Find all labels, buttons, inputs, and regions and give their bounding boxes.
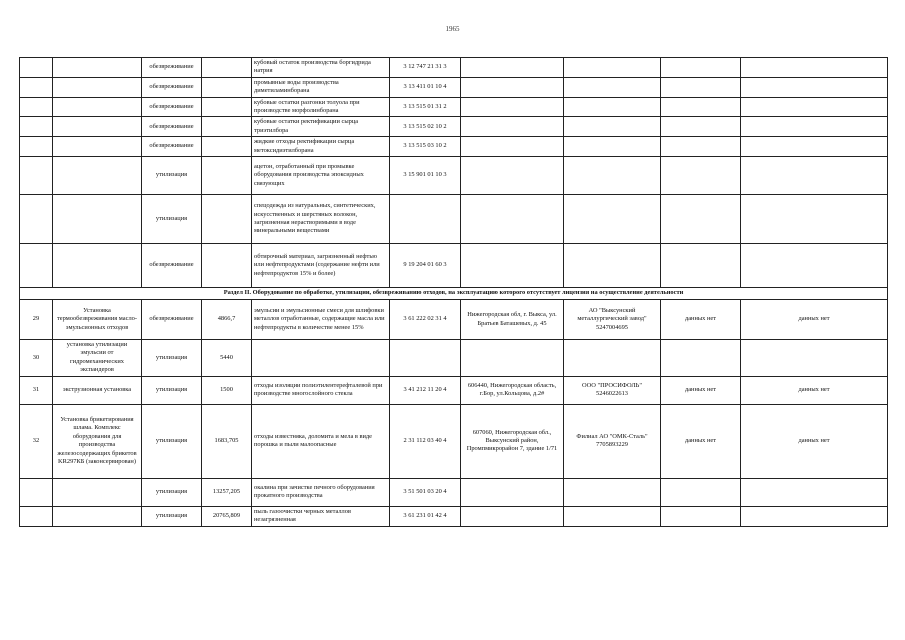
row-number-cell — [20, 244, 53, 288]
capacity-cell: 5440 — [202, 340, 252, 377]
equipment-name-cell — [53, 478, 142, 506]
fkko-code-cell — [390, 340, 461, 377]
address-cell: Нижегородская обл, г. Выкса, ул. Братьев Баташевых, д. 45 — [461, 300, 564, 340]
address-cell — [461, 137, 564, 157]
address-cell — [461, 58, 564, 78]
data-cell-10 — [741, 244, 888, 288]
waste-name-cell: отходы изоляции полиэтилентерефталевой при производстве многослойного стекла — [252, 376, 390, 404]
data-cell-9 — [661, 506, 741, 526]
data-cell-10 — [741, 97, 888, 117]
fkko-code-cell: 3 61 222 02 31 4 — [390, 300, 461, 340]
owner-cell — [564, 340, 661, 377]
equipment-name-cell — [53, 157, 142, 195]
activity-type-cell: обезвреживание — [142, 244, 202, 288]
equipment-name-cell — [53, 117, 142, 137]
page-number: 1965 — [445, 25, 460, 33]
row-number-cell: 32 — [20, 404, 53, 478]
fkko-code-cell: 3 13 515 02 10 2 — [390, 117, 461, 137]
fkko-code-cell: 3 51 501 03 20 4 — [390, 478, 461, 506]
fkko-code-cell: 3 13 515 01 31 2 — [390, 97, 461, 117]
table-row — [20, 157, 888, 195]
data-cell-10 — [741, 157, 888, 195]
activity-type-cell: утилизация — [142, 478, 202, 506]
data-cell-9 — [661, 195, 741, 244]
owner-cell: ООО "ПРОСИФОЛЬ" 5246022613 — [564, 376, 661, 404]
equipment-name-cell — [53, 58, 142, 78]
owner-cell — [564, 478, 661, 506]
activity-type-cell: утилизация — [142, 157, 202, 195]
data-cell-10 — [741, 340, 888, 377]
waste-name-cell: эмульсии и эмульсионные смеси для шлифовки металлов отработанные, содержащие масла или нефтепродукты в количестве менее 15% — [252, 300, 390, 340]
waste-name-cell: спецодежда из натуральных, синтетических, искусственных и шерстяных волокон, загрязненная нерастворимыми в воде минеральными веществами — [252, 195, 390, 244]
waste-name-cell: кубовый остаток производства боргидрида натрия — [252, 58, 390, 78]
fkko-code-cell: 3 41 212 11 20 4 — [390, 376, 461, 404]
capacity-cell — [202, 58, 252, 78]
owner-cell — [564, 117, 661, 137]
section-title: Раздел II. Оборудование по обработке, утилизации, обезвреживанию отходов, на эксплуатацию которого отсутствует лицензия на осуществление деятельности — [20, 288, 888, 300]
activity-type-cell: обезвреживание — [142, 117, 202, 137]
data-cell-10 — [741, 137, 888, 157]
table-row — [20, 478, 888, 506]
row-number-cell — [20, 97, 53, 117]
fkko-code-cell: 3 61 231 01 42 4 — [390, 506, 461, 526]
data-cell-10 — [741, 478, 888, 506]
capacity-cell — [202, 117, 252, 137]
activity-type-cell: обезвреживание — [142, 137, 202, 157]
data-cell-9 — [661, 478, 741, 506]
owner-cell: АО "Выксунский металлургический завод" 5247004695 — [564, 300, 661, 340]
table-row — [20, 58, 888, 78]
table-row — [20, 77, 888, 97]
activity-type-cell: обезвреживание — [142, 300, 202, 340]
data-cell-10 — [741, 58, 888, 78]
section-row — [20, 288, 888, 300]
row-number-cell — [20, 77, 53, 97]
address-cell — [461, 195, 564, 244]
row-number-cell: 30 — [20, 340, 53, 377]
fkko-code-cell — [390, 195, 461, 244]
data-cell-9: данных нет — [661, 404, 741, 478]
fkko-code-cell: 3 15 901 01 10 3 — [390, 157, 461, 195]
fkko-code-cell: 3 13 515 03 10 2 — [390, 137, 461, 157]
capacity-cell: 13257,205 — [202, 478, 252, 506]
row-number-cell — [20, 195, 53, 244]
capacity-cell: 4866,7 — [202, 300, 252, 340]
table-row — [20, 244, 888, 288]
waste-name-cell: ацетон, отработанный при промывке оборудования производства эпоксидных связующих — [252, 157, 390, 195]
row-number-cell: 29 — [20, 300, 53, 340]
row-number-cell — [20, 506, 53, 526]
activity-type-cell: обезвреживание — [142, 97, 202, 117]
capacity-cell — [202, 97, 252, 117]
activity-type-cell: обезвреживание — [142, 58, 202, 78]
fkko-code-cell: 3 12 747 21 31 3 — [390, 58, 461, 78]
owner-cell — [564, 195, 661, 244]
capacity-cell: 1500 — [202, 376, 252, 404]
waste-name-cell: промывные воды производства диметиламинборана — [252, 77, 390, 97]
capacity-cell — [202, 77, 252, 97]
data-cell-9 — [661, 340, 741, 377]
data-cell-9 — [661, 117, 741, 137]
table-row — [20, 137, 888, 157]
equipment-name-cell — [53, 97, 142, 117]
address-cell — [461, 244, 564, 288]
row-number-cell — [20, 58, 53, 78]
data-cell-9 — [661, 244, 741, 288]
table-row — [20, 340, 888, 377]
address-cell — [461, 77, 564, 97]
table-row — [20, 97, 888, 117]
capacity-cell — [202, 195, 252, 244]
waste-name-cell: пыль газоочистки черных металлов незагрязненная — [252, 506, 390, 526]
waste-name-cell: отходы известняка, доломита и мела в виде порошка и пыли малоопасные — [252, 404, 390, 478]
address-cell — [461, 117, 564, 137]
capacity-cell: 1683,705 — [202, 404, 252, 478]
owner-cell: Филиал АО "ОМК-Сталь" 7705893229 — [564, 404, 661, 478]
data-cell-10: данных нет — [741, 404, 888, 478]
data-cell-9: данных нет — [661, 300, 741, 340]
data-cell-9 — [661, 157, 741, 195]
address-cell: 606440, Нижегородская область, г.Бор, ул.Кольцова, д.2# — [461, 376, 564, 404]
data-cell-9 — [661, 77, 741, 97]
row-number-cell — [20, 117, 53, 137]
owner-cell — [564, 137, 661, 157]
table-row — [20, 117, 888, 137]
fkko-code-cell: 3 13 411 01 10 4 — [390, 77, 461, 97]
data-cell-9 — [661, 137, 741, 157]
address-cell — [461, 506, 564, 526]
address-cell — [461, 97, 564, 117]
address-cell — [461, 157, 564, 195]
activity-type-cell: утилизация — [142, 340, 202, 377]
table-row — [20, 300, 888, 340]
data-cell-10 — [741, 195, 888, 244]
equipment-name-cell — [53, 195, 142, 244]
equipment-name-cell — [53, 506, 142, 526]
waste-name-cell — [252, 340, 390, 377]
equipment-name-cell: экструзионная установка — [53, 376, 142, 404]
table-row — [20, 195, 888, 244]
capacity-cell — [202, 137, 252, 157]
waste-name-cell: окалина при зачистке печного оборудования прокатного производства — [252, 478, 390, 506]
equipment-name-cell: Установка брикетирования шлама. Комплекс оборудования для производства железосодержащих брикетов KR297КБ (законсервирован) — [53, 404, 142, 478]
equipment-name-cell — [53, 77, 142, 97]
equipment-name-cell: установка утилизации эмульсии от гидромеханических экспандеров — [53, 340, 142, 377]
activity-type-cell: обезвреживание — [142, 77, 202, 97]
data-cell-9 — [661, 97, 741, 117]
activity-type-cell: утилизация — [142, 195, 202, 244]
data-cell-10 — [741, 77, 888, 97]
row-number-cell — [20, 478, 53, 506]
equipment-name-cell — [53, 244, 142, 288]
data-cell-10: данных нет — [741, 300, 888, 340]
activity-type-cell: утилизация — [142, 506, 202, 526]
table-body-bottom — [20, 300, 888, 526]
waste-name-cell: обтирочный материал, загрязненный нефтью или нефтепродуктами (содержание нефти или нефтепродуктов 15% и более) — [252, 244, 390, 288]
row-number-cell: 31 — [20, 376, 53, 404]
waste-name-cell: жидкие отходы ректификации сырца метоксидиэтилборана — [252, 137, 390, 157]
address-cell — [461, 340, 564, 377]
owner-cell — [564, 77, 661, 97]
owner-cell — [564, 157, 661, 195]
capacity-cell: 20765,809 — [202, 506, 252, 526]
row-number-cell — [20, 157, 53, 195]
capacity-cell — [202, 157, 252, 195]
table-row — [20, 506, 888, 526]
owner-cell — [564, 506, 661, 526]
activity-type-cell: утилизация — [142, 376, 202, 404]
waste-name-cell: кубовые остатки ректификации сырца триэтилбора — [252, 117, 390, 137]
table-row — [20, 404, 888, 478]
data-cell-10: данных нет — [741, 376, 888, 404]
equipment-name-cell — [53, 137, 142, 157]
row-number-cell — [20, 137, 53, 157]
waste-name-cell: кубовые остатки разгонки толуола при производстве морфолинборана — [252, 97, 390, 117]
data-cell-10 — [741, 506, 888, 526]
fkko-code-cell: 2 31 112 03 40 4 — [390, 404, 461, 478]
owner-cell — [564, 58, 661, 78]
address-cell — [461, 478, 564, 506]
table-body-top — [20, 58, 888, 288]
equipment-name-cell: Установка термообезвреживания масло-эмульсионных отходов — [53, 300, 142, 340]
data-cell-9 — [661, 58, 741, 78]
activity-type-cell: утилизация — [142, 404, 202, 478]
table-row — [20, 376, 888, 404]
data-cell-10 — [741, 117, 888, 137]
waste-facilities-table — [19, 57, 888, 527]
address-cell: 607060, Нижегородская обл., Выксунский район, Промпмикрорайон 7, здание 1/71 — [461, 404, 564, 478]
capacity-cell — [202, 244, 252, 288]
data-cell-9: данных нет — [661, 376, 741, 404]
fkko-code-cell: 9 19 204 01 60 3 — [390, 244, 461, 288]
owner-cell — [564, 244, 661, 288]
owner-cell — [564, 97, 661, 117]
